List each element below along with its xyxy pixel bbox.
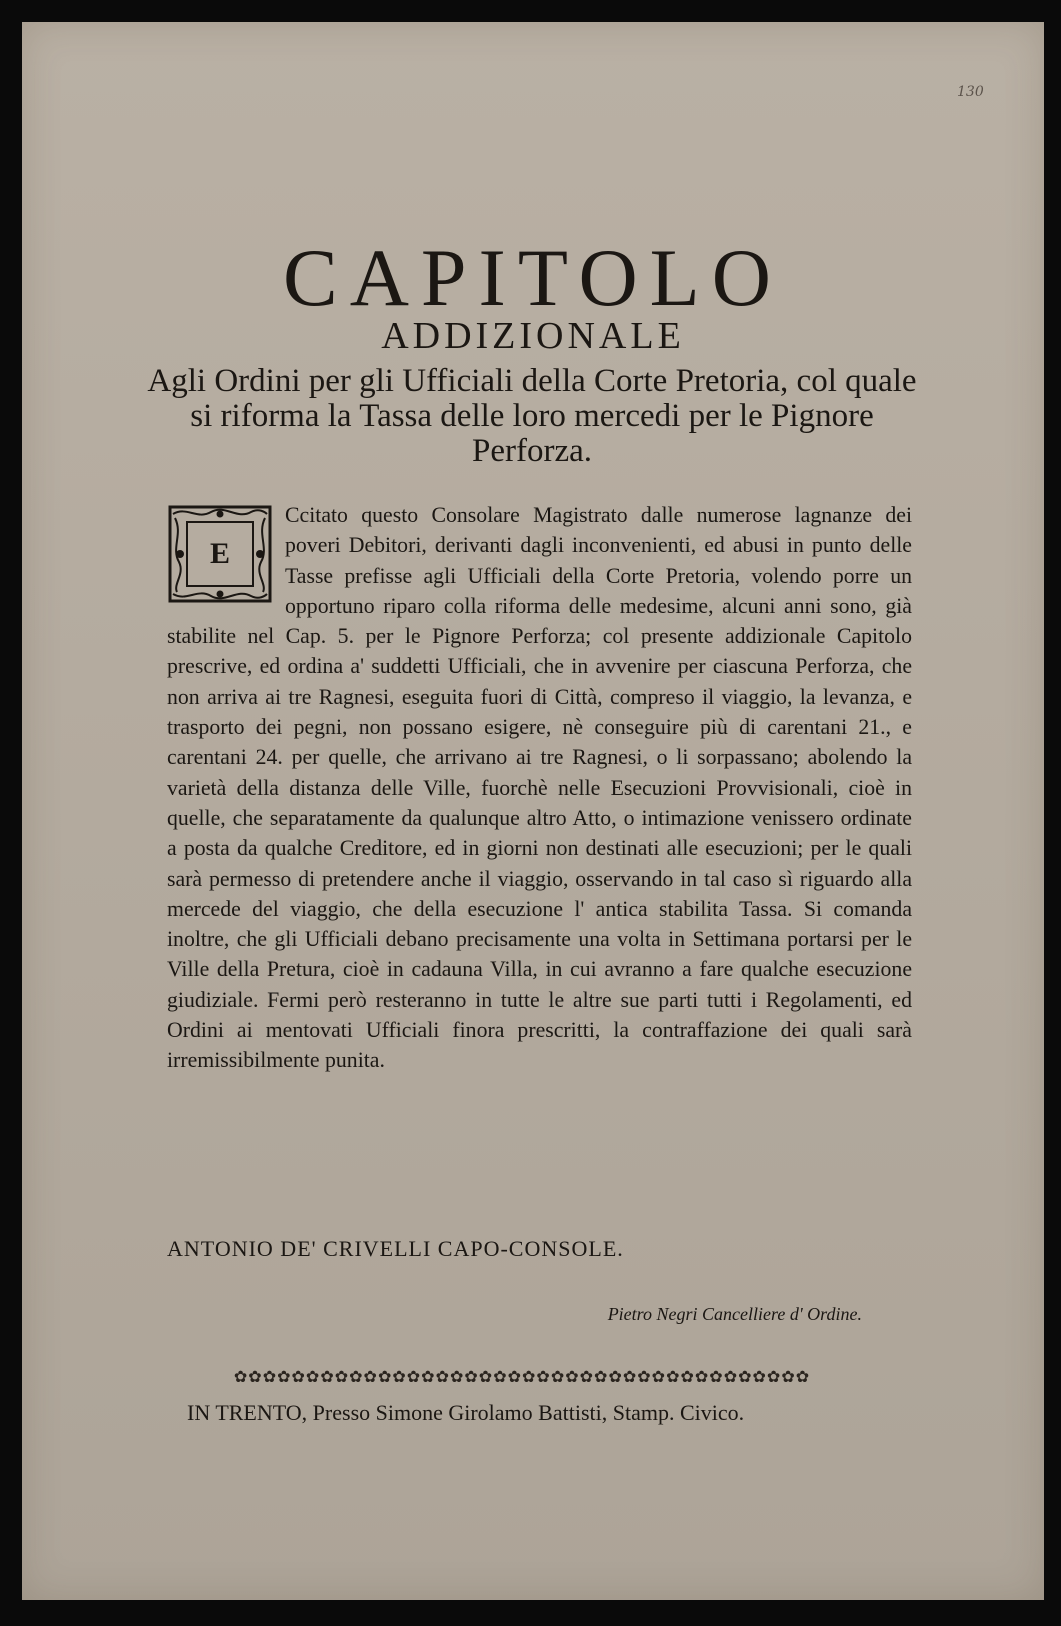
ornamental-initial — [167, 504, 273, 604]
consul-signature: ANTONIO DE' CRIVELLI CAPO-CONSOLE. — [167, 1236, 624, 1261]
document-heading: Agli Ordini per gli Ufficiali della Corte Pretoria, col quale si riforma la Tassa delle loro mercedi per le Pignore Perforza. — [147, 363, 917, 469]
decree-paragraph: Ccitato questo Consolare Magistrato dalle numerose lagnanze dei poveri Debitori, derivanti dagli inconvenienti, ed abusi in punto delle Tasse prefisse agli Ufficiali della Corte Pretoria, volendo porre un opportuno riparo colla riforma delle medesime, alcuni anni sono, già stabilite nel Cap. 5. per le Pignore Perforza; col presente addizionale Capitolo prescrive, ed ordina a' suddetti Ufficiali, che in avvenire per ciascuna Perforza, che non arriva ai tre Ragnesi, eseguita fuori di Città, compreso il viaggio, la levanza, e trasporto dei pegni, non possano esigere, nè conseguire più di carentani 21., e carentani 24. per quelle, che arrivano ai tre Ragnesi, o li sorpassano; abolendo la varietà della distanza delle Ville, fuorchè nelle Esecuzioni Provvisionali, cioè in quelle, che separatamente da qualunque altro Atto, o intimazione venissero ordinate a posta da qualche Creditore, ed in giorni non destinati alle esecuzioni; per le quali sarà permesso di pretendere anche il viaggio, osservando in tal caso sì riguardo alla mercede del viaggio, che della esecuzione l' antica stabilita Tassa. Si comanda inoltre, che gli Ufficiali debano precisamente una volta in Settimana portarsi per le Ville della Pretura, cioè in cadauna Villa, in cui avranno a fare qualche esecuzione giudiziale. Fermi però resteranno in tutte le altre sue parti tutti i Regolamenti, ed Ordini ai mentovati Ufficiali finora prescritti, la contraffazione dei quali sarà irremissibilmente punita. — [167, 503, 912, 1073]
document-title: CAPITOLO — [283, 232, 783, 323]
decree-body — [167, 500, 912, 1076]
printer-imprint: IN TRENTO, Presso Simone Girolamo Battisti, Stamp. Civico. — [187, 1400, 745, 1425]
document-page — [22, 22, 1044, 1600]
initial-letter: E — [209, 536, 230, 570]
ornamental-rule: ✿✿✿✿✿✿✿✿✿✿✿✿✿✿✿✿✿✿✿✿✿✿✿✿✿✿✿✿✿✿✿✿✿✿✿✿✿✿✿✿ — [233, 1367, 811, 1386]
document-subtitle: ADDIZIONALE — [381, 315, 685, 357]
archive-number: 130 — [957, 84, 984, 100]
chancellor-signature: Pietro Negri Cancelliere d' Ordine. — [607, 1304, 862, 1324]
